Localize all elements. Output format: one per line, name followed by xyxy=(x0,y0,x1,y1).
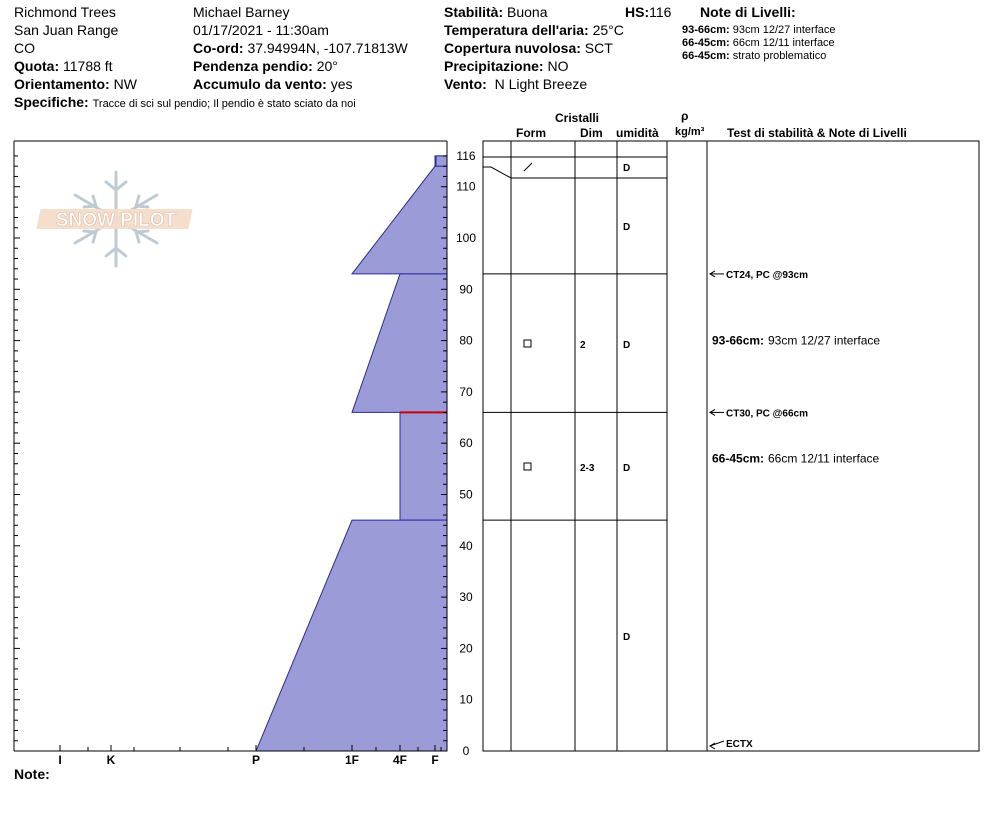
hardness-tick-label: 1F xyxy=(344,753,360,767)
form-symbol-square xyxy=(524,463,531,470)
crystal-table xyxy=(483,141,979,751)
test-arrow-head xyxy=(710,743,715,749)
layer-notes-title: Note di Livelli: xyxy=(700,4,796,20)
hs-label: HS: xyxy=(625,4,650,20)
specifics-value: Tracce di sci sul pendio; Il pendio è stato sciato da noi xyxy=(92,98,356,110)
cloud-value: SCT xyxy=(584,40,613,56)
depth-tick-label: 30 xyxy=(459,590,473,605)
depth-tick-label: 50 xyxy=(459,487,473,502)
layer-note-range: 66-45cm: xyxy=(682,37,730,49)
layer-note-text: 93cm 12/27 interface xyxy=(768,333,881,348)
depth-tick-label: 60 xyxy=(459,436,473,451)
state: CO xyxy=(14,40,35,56)
hardness-tick-label: K xyxy=(106,753,116,767)
depth-tick-label: 110 xyxy=(456,179,476,194)
observer: Michael Barney xyxy=(193,4,290,20)
precip-value: NO xyxy=(547,58,569,74)
col-rho: ρ xyxy=(681,109,689,123)
depth-tick-label: 100 xyxy=(455,231,477,245)
layer-note-range: 93-66cm: xyxy=(712,333,765,348)
depth-tick-label: 90 xyxy=(459,282,473,297)
location: Richmond Trees xyxy=(14,4,116,20)
depth-tick-label: 70 xyxy=(459,384,473,399)
form-symbol-slash xyxy=(524,163,532,171)
depth-tick-label: 20 xyxy=(459,641,473,656)
logo-text: SNOW PILOT xyxy=(55,210,177,231)
wind-load-value: yes xyxy=(330,76,353,92)
layer-note-text: 66cm 12/11 interface xyxy=(732,37,835,49)
elevation-label: Quota: xyxy=(14,58,60,74)
stability-value: Buona xyxy=(507,4,548,20)
moisture: D xyxy=(623,340,631,351)
grain-size: 2-3 xyxy=(580,463,595,474)
layer-note-text: strato problematico xyxy=(732,50,827,62)
layer-note-range: 93-66cm: xyxy=(682,24,730,36)
coord-value: 37.94994N, -107.71813W xyxy=(247,40,408,56)
table-border xyxy=(483,141,979,751)
specifics-label: Specifiche: xyxy=(14,94,89,110)
precip-label: Precipitazione: xyxy=(444,58,544,74)
snow-pilot-logo xyxy=(36,172,192,266)
col-crystals: Cristalli xyxy=(555,111,600,125)
form-symbol-square xyxy=(524,340,531,347)
layer-note-text: 93cm 12/27 interface xyxy=(732,24,836,36)
test-result: CT24, PC @93cm xyxy=(726,269,809,281)
connector-114 xyxy=(483,167,511,178)
aspect-value: NW xyxy=(113,76,137,92)
hardness-layer-2 xyxy=(352,166,447,274)
elevation-value: 11788 ft xyxy=(63,58,113,74)
layer-note-range: 66-45cm: xyxy=(712,451,765,466)
stability-label: Stabilità: xyxy=(444,4,504,20)
layer-note-text: 66cm 12/11 interface xyxy=(768,451,880,466)
depth-tick-label: 40 xyxy=(459,538,473,553)
hardness-plot xyxy=(14,141,447,751)
moisture: D xyxy=(623,163,631,174)
air-temp-value: 25°C xyxy=(592,22,624,38)
moisture: D xyxy=(623,632,631,643)
col-dim: Dim xyxy=(580,126,603,140)
datetime: 01/17/2021 - 11:30am xyxy=(193,22,329,38)
air-temp-label: Temperatura dell'aria: xyxy=(444,22,589,38)
hardness-tick-label: 4F xyxy=(392,753,408,767)
grain-size: 2 xyxy=(580,340,586,351)
notes-label: Note: xyxy=(14,766,50,782)
layer-note-range: 66-45cm: xyxy=(682,50,730,62)
slope-value: 20° xyxy=(316,58,338,74)
slope-label: Pendenza pendio: xyxy=(193,58,313,74)
col-form: Form xyxy=(516,126,546,140)
moisture: D xyxy=(623,463,631,474)
test-result: CT30, PC @66cm xyxy=(726,408,809,420)
hardness-tick-label: P xyxy=(251,753,261,767)
depth-tick-label: 0 xyxy=(462,744,470,758)
hardness-tick-label: F xyxy=(431,753,439,767)
range: San Juan Range xyxy=(14,22,119,38)
hardness-cap xyxy=(436,156,447,166)
hardness-layer-3 xyxy=(352,274,447,413)
coord-label: Co-ord: xyxy=(193,40,244,56)
depth-tick-label: 116 xyxy=(456,148,476,163)
stability-tests xyxy=(710,270,880,750)
col-density-unit: kg/m³ xyxy=(675,126,705,138)
test-result: ECTX xyxy=(726,739,753,750)
hs-value: 116 xyxy=(649,4,672,20)
col-moisture: umidità xyxy=(616,126,659,140)
wind-label: Vento: xyxy=(444,76,487,92)
depth-tick-label: 10 xyxy=(459,692,473,707)
hardness-layer-4 xyxy=(400,412,447,520)
wind-value: N Light Breeze xyxy=(494,76,588,92)
depth-tick-label: 80 xyxy=(459,333,473,348)
hardness-tick-label: I xyxy=(58,753,62,767)
hardness-layer-5 xyxy=(256,520,447,751)
col-tests: Test di stabilità & Note di Livelli xyxy=(727,126,907,140)
cloud-label: Copertura nuvolosa: xyxy=(444,40,581,56)
aspect-label: Orientamento: xyxy=(14,76,110,92)
moisture: D xyxy=(623,222,631,233)
wind-load-label: Accumulo da vento: xyxy=(193,76,327,92)
